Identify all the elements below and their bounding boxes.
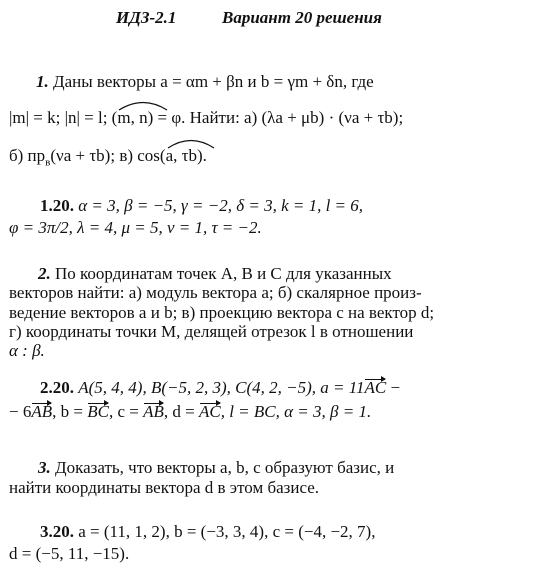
task2-line3 — [9, 303, 542, 323]
var3-text-2: d = (−5, 11, −15). — [9, 544, 130, 563]
task1-angle-mn — [117, 108, 147, 128]
task3-number: 3. — [38, 458, 51, 477]
task1-line1 — [36, 72, 542, 92]
task1-angle-atb — [166, 146, 197, 166]
task2-text-2: векторов найти: а) модуль вектора a; б) скалярное произ- — [9, 283, 422, 302]
variant-title: Вариант 20 решения — [222, 8, 382, 27]
task2-line5 — [9, 341, 542, 361]
vector-AC-2: AC — [198, 402, 221, 421]
var2-text-2a: − 6 — [9, 402, 32, 421]
var2-text-2b: , b = — [52, 402, 88, 421]
task1-text-1: Даны векторы a = αm + βn и b = γm + δn, где — [53, 72, 374, 91]
var2-text-2d: , d = — [163, 402, 199, 421]
vector-AC-1: AC — [364, 378, 387, 397]
task2-number: 2. — [38, 264, 51, 283]
angle-arc-icon — [166, 137, 216, 149]
var2-text-2c: , c = — [108, 402, 144, 421]
task2-line4 — [9, 322, 542, 342]
var1-line2 — [9, 218, 542, 238]
task1-text-3b: (νa + τb); в) cos( — [50, 146, 166, 165]
task2-text-4: г) координаты точки M, делящей отрезок l в отношении — [9, 322, 414, 341]
var1-number: 1.20. — [40, 196, 74, 215]
vector-AB-2: AB — [143, 402, 164, 421]
angle-arc-icon — [117, 99, 169, 111]
var2-text-1a: A(5, 4, 4), B(−5, 2, 3), C(4, 2, −5), a = 11 — [78, 378, 365, 397]
var2-number: 2.20. — [40, 378, 74, 397]
task1-text-3a: б) пр — [9, 146, 46, 165]
task3-line1 — [38, 458, 542, 478]
var3-text-1: a = (11, 1, 2), b = (−3, 3, 4), c = (−4, −2, 7), — [78, 522, 376, 541]
var2-text-2e: , l = BC, α = 3, β = 1. — [220, 402, 372, 421]
task3-text-2: найти координаты вектора d в этом базисе. — [9, 478, 320, 497]
task2-line1 — [38, 264, 542, 284]
task2-line2 — [9, 283, 542, 303]
task1-angle-atb-text: a, τb — [165, 146, 197, 165]
task1-text-3c: ). — [196, 146, 207, 165]
task1-angle-mn-text: m, n — [117, 108, 148, 127]
assignment-title: ИДЗ-2.1 — [116, 8, 177, 27]
var2-text-1b: − — [386, 378, 401, 397]
task2-text-3: ведение векторов a и b; в) проекцию вектора c на вектор d; — [9, 303, 435, 322]
var1-text-1: α = 3, β = −5, γ = −2, δ = 3, k = 1, l = 6, — [78, 196, 364, 215]
task2-text-1: По координатам точек A, B и C для указанных — [55, 264, 392, 283]
var1-text-2: φ = 3π/2, λ = 4, μ = 5, ν = 1, τ = −2. — [9, 218, 262, 237]
var2-line2 — [9, 402, 542, 422]
task1-proj-sub: в — [45, 156, 51, 169]
var2-line1 — [40, 378, 542, 398]
task1-text-2b: ) = φ. Найти: а) (λa + μb) · (νa + τb); — [147, 108, 404, 127]
var3-line1 — [40, 522, 542, 542]
var1-line1 — [40, 196, 542, 216]
task2-text-5: α : β. — [9, 341, 45, 360]
task1-line3 — [9, 146, 542, 168]
vector-BC: BC — [87, 402, 109, 421]
task1-number: 1. — [36, 72, 49, 91]
var3-number: 3.20. — [40, 522, 74, 541]
var3-line2 — [9, 544, 542, 564]
task1-text-2a: |m| = k; |n| = l; ( — [9, 108, 118, 127]
task3-text-1: Доказать, что векторы a, b, c образуют базис, и — [55, 458, 395, 477]
vector-AB-1: AB — [31, 402, 53, 421]
task1-line2 — [9, 108, 542, 128]
page-header — [0, 8, 542, 30]
task3-line2 — [9, 478, 542, 498]
